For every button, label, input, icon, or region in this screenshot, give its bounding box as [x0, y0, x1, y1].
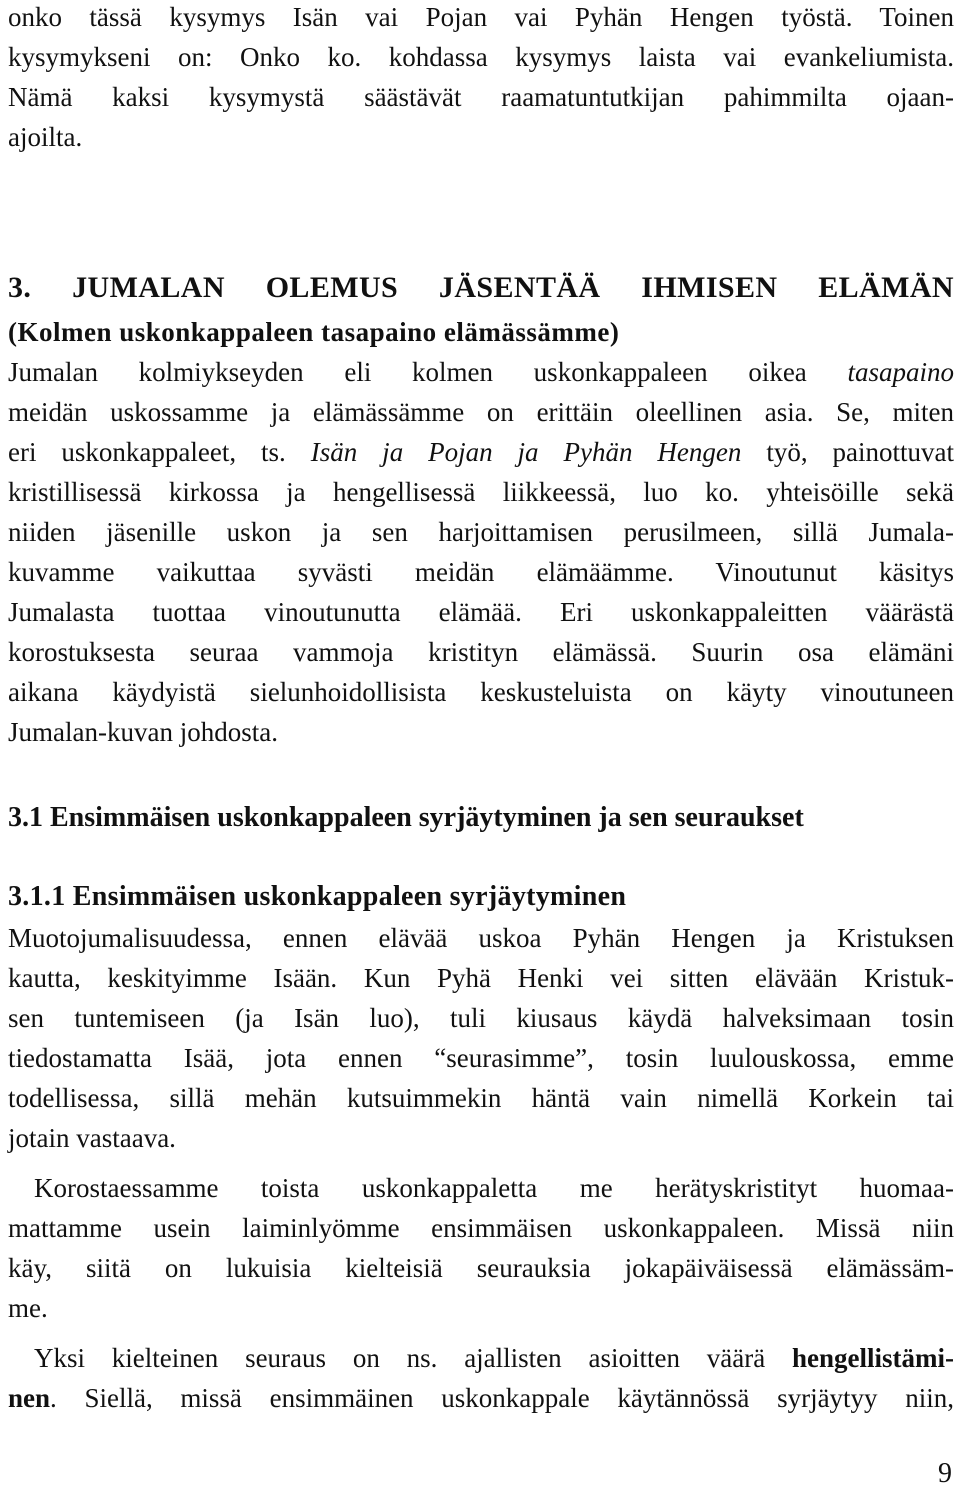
- text-line: me.: [8, 1293, 48, 1323]
- text-line: Jumalasta tuottaa vinoutunutta elämää. Eri uskonkappaleitten väärästä: [8, 597, 954, 627]
- text-line: nen. Siellä, missä ensimmäinen uskonkappale käytännössä syrjäytyy niin,: [8, 1383, 954, 1413]
- text-line: Nämä kaksi kysymystä säästävät raamatuntutkijan pahimmilta ojaan-: [8, 82, 954, 112]
- text-line: kuvamme vaikuttaa syvästi meidän elämäämme. Vinoutunut käsitys: [8, 557, 954, 587]
- text-line: käy, siitä on lukuisia kielteisiä seurauksia jokapäiväisessä elämässäm-: [8, 1253, 954, 1283]
- text-line: ajoilta.: [8, 122, 83, 152]
- text-line: Muotojumalisuudessa, ennen elävää uskoa Pyhän Hengen ja Kristuksen: [8, 923, 954, 953]
- text-line: niiden jäsenille uskon ja sen harjoittamisen perusilmeen, sillä Jumala-: [8, 517, 954, 547]
- subsubsection-heading: 3.1.1 Ensimmäisen uskonkappaleen syrjäytyminen: [8, 881, 627, 912]
- text-line: meidän uskossamme ja elämässämme on erittäin oleellinen asia. Se, miten: [8, 397, 954, 427]
- text-line: aikana käydyistä sielunhoidollisista keskusteluista on käyty vinoutuneen: [8, 677, 954, 707]
- text-line: kautta, keskityimme Isään. Kun Pyhä Henki vei sitten elävään Kristuk-: [8, 963, 954, 993]
- section-heading: 3. JUMALAN OLEMUS JÄSENTÄÄ IHMISEN ELÄMÄN: [8, 271, 954, 304]
- section-subheading: (Kolmen uskonkappaleen tasapaino elämässämme): [8, 317, 620, 347]
- text-line: onko tässä kysymys Isän vai Pojan vai Pyhän Hengen työstä. Toinen: [8, 2, 954, 32]
- text-line: jotain vastaava.: [8, 1123, 176, 1153]
- text-line: Jumalan-kuvan johdosta.: [8, 717, 278, 747]
- text-line: Jumalan kolmiykseyden eli kolmen uskonkappaleen oikea tasapaino: [8, 357, 954, 387]
- text-line: kristillisessä kirkossa ja hengellisessä liikkeessä, luo ko. yhteisöille sekä: [8, 477, 954, 507]
- subsection-heading: 3.1 Ensimmäisen uskonkappaleen syrjäytyminen ja sen seuraukset: [8, 802, 804, 833]
- text-line: eri uskonkappaleet, ts. Isän ja Pojan ja Pyhän Hengen työ, painottuvat: [8, 437, 954, 467]
- text-line: korostuksesta seuraa vammoja kristityn elämässä. Suurin osa elämäni: [8, 637, 954, 667]
- text-line: sen tuntemiseen (ja Isän luo), tuli kiusaus käydä halveksimaan tosin: [8, 1003, 954, 1033]
- page-number: 9: [938, 1458, 952, 1489]
- text-line: Korostaessamme toista uskonkappaletta me herätyskristityt huomaa-: [34, 1173, 954, 1203]
- text-line: todellisessa, sillä mehän kutsuimmekin häntä vain nimellä Korkein tai: [8, 1083, 954, 1113]
- text-line: mattamme usein laiminlyömme ensimmäisen uskonkappaleen. Missä niin: [8, 1213, 954, 1243]
- text-line: kysymykseni on: Onko ko. kohdassa kysymys laista vai evankeliumista.: [8, 42, 954, 72]
- text-line: tiedostamatta Isää, jota ennen “seurasimme”, tosin luulouskossa, emme: [8, 1043, 954, 1073]
- text-line: Yksi kielteinen seuraus on ns. ajallisten asioitten väärä hengellistämi-: [34, 1343, 954, 1373]
